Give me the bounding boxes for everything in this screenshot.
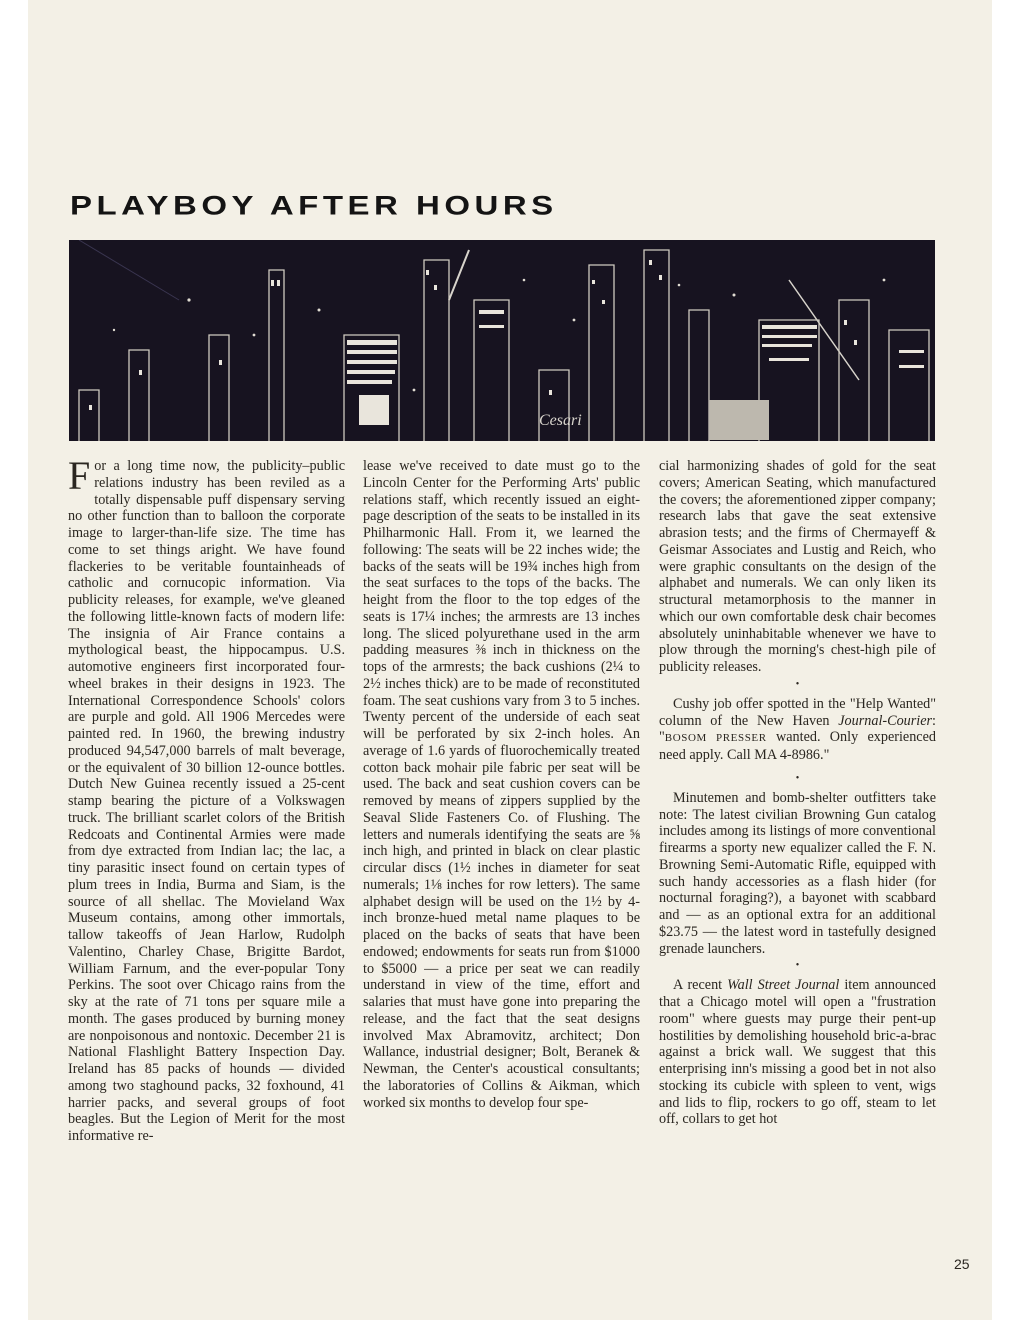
skyline-drawing [69, 240, 935, 441]
text-run: A recent [673, 977, 728, 994]
article-paragraph [659, 977, 936, 1128]
section-separator: • [795, 678, 800, 690]
article-paragraph: cial harmonizing shades of gold for the seat covers; American Seating, which manufactured the covers; the aforementioned zipper company; research labs that gave the seat extensive abrasion tests; and the firms of Chermayeff & Geismar Associates and Lustig and Reich, who were graphic consultants on the design of the alphabet and numerals. We can only liken its structural metamorphosis to the manner in which our own comfortable desk chair becomes absolutely uninhabitable whenever we have to plow through the morning's chest-high pile of publicity releases. [659, 458, 936, 675]
text-column-1 [68, 453, 345, 1145]
publication-name: Wall Street Journal [727, 977, 840, 994]
article-paragraph [68, 453, 345, 1145]
column-text: or a long time now, the publicity–public relations industry has been reviled as a totally dispensable puff dispensary serving no other function than to balloon the corporate image to larger-than-life size. The time has come to set things aright. We have found flackeries to be veritable fountainheads of catholic and cornucopic information. Via publicity releases, for example, we've gleaned the following little-known facts of modern life: The insignia of Air France contains a mythological beast, the hippocampus. U.S. automotive engineers first incorporated four-wheel brakes in their designs in 1923. The International Correspondence Schools' colors are purple and gold. All 1906 Mercedes were painted red. In 1960, the brewing industry produced 94,547,000 barrels of malt beverage, or the equivalent of 30 billion 12-ounce bottles. Dutch New Guinea recently issued a 25-cent stamp bearing the picture of a Volkswagen truck. The brilliant scarlet colors of the British Redcoats and Continental Armies were made from dye extracted from Indian lac; the lac, a tiny parasitic insect found on certain types of plum trees in India, Burma and Siam, is the source of all shellac. The Movieland Wax Museum contains, among other immortals, tallow takeoffs of Jean Harlow, Rudolph Valentino, Charley Chase, Brigitte Bardot, William Farnum, and the ever-popular Tony Perkins. The soot over Chicago rains from the sky at the rate of 71 tons per square mile a month. The gases produced by burning money are nonpoisonous and nontoxic. December 21 is National Flashlight Battery Inspection Day. Ireland has 85 packs of hounds — divided among two staghound packs, 32 foxhound, 41 harrier packs, and several groups of foot beagles. But the Legion of Merit for the most informative re- [68, 458, 345, 1144]
article-paragraph: Minutemen and bomb-shelter outfitters take note: The latest civilian Browning Gun catalog includes among its listings of more conventional firearms a sporty new equalizer called the F. N. Browning Semi-Automatic Rifle, equipped with such handy accessories as a flash hider (for nocturnal foraging?), a bayonet with scabbard and — as an optional extra for an additional $23.75 — the latest word in tastefully designed grenade launchers. [659, 789, 936, 957]
page-title: PLAYBOY AFTER HOURS [70, 190, 558, 221]
text-column-2 [363, 458, 640, 1111]
magazine-page [28, 0, 992, 1320]
text-run: : " [659, 712, 936, 746]
text-run: Cushy job offer spotted in the "Help Wanted" column of the New Haven [659, 695, 936, 729]
small-caps-text: BOSOM PRESSER [664, 732, 767, 745]
text-run: item announced that a Chicago motel will open a "frustration room" where guests may purge their pent-up hostilities by demolishing household bric-a-brac against a brick wall. We suggest that this enterprising inn's missing a good bet in not also stocking its cubicle with spleen to vent, wigs and lids to flip, rockers to go off, steam to let off, collars to get hot [659, 977, 936, 1128]
section-separator: • [795, 960, 800, 972]
text-column-3 [659, 458, 936, 1128]
artist-signature: Cesari [539, 412, 582, 429]
article-paragraph: lease we've received to date must go to the Lincoln Center for the Performing Arts' public relations staff, which recently issued an eight-page description of the seats to be installed in its Philharmonic Hall. From it, we learned the following: The seats will be 22 inches wide; the backs of the seats will be 19¾ inches high from the seat surfaces to the tops of the backs. The height from the floor to the top edges of the seats is 17¼ inches; the armrests are 13 inches long. The sliced polyurethane used in the arm padding measures ⅜ inch in thickness on the tops of the armrests; the back cushions (2¼ to 2½ inches thick) are to be made of reconstituted foam. The seat cushions vary from 3 to 5 inches. Twenty percent of the underside of each seat will be perforated by six 2-inch holes. An average of 1.6 yards of fluorochemically treated cotton back mohair pile fabric per seat will be used. The back and seat cushion covers can be removed by means of zippers supplied by the Seaval Slide Fasteners Co. of Flushing. The letters and numerals identifying the seats are ⅝ inch high, and printed in black on clear plastic circular discs (1½ inches in diameter for seat numerals; 1⅛ inches for row letters). The same alphabet design will be used on the 1½ by 4-inch bronze-hued metal name plaques to be placed on the backs of seats that have been endowed; endowments for seats run from $1000 to $5000 — a price per seat we can readily understand in view of the time, effort and salaries that must have gone into preparing the release, and the fact that the seat designs involved Max Abramovitz, architect; Don Wallance, industrial designer; Bolt, Beranek & Newman, the Center's acoustical consultants; the laboratories of Collins & Aikman, which worked six months to develop four spe- [363, 458, 640, 1111]
text-run: wanted. Only experienced need apply. Call MA 4-8986." [659, 729, 936, 763]
article-paragraph [659, 696, 936, 764]
section-separator: • [795, 772, 800, 784]
skyline-illustration [69, 240, 935, 441]
publication-name: Journal-Courier [838, 712, 933, 729]
page-number: 25 [954, 1256, 970, 1272]
drop-cap: F [68, 453, 91, 498]
